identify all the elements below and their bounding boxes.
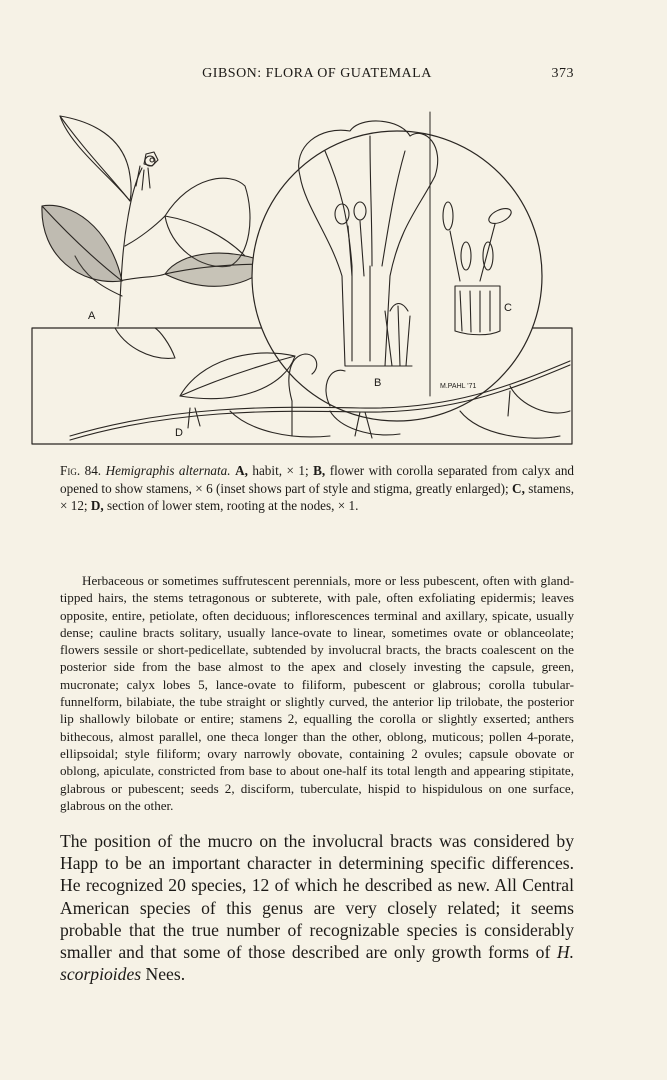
discussion-species: H. scorpioides: [60, 942, 574, 985]
panel-a-habit: [42, 116, 270, 326]
genus-description: Herbaceous or sometimes suffrutescent perennials, more or less pubescent, often with gland-tipped hairs, the stems tetragonous or subterete, with pale, often exfoliating epidermis; leaves opposite, entire, petiolate, often deciduous; inflorescences terminal and axillary, spicate, usually dense; cauline bracts solitary, usually lance-ovate to linear, sometimes ovate or oblanceolate; flowers sessile or short-pedicellate, subtended by involucral bracts, the bracts coalescent on the posterior side from the base almost to the apex and closely investing the capsule, green, mucronate; calyx lobes 5, lance-ovate to filiform, pubescent or glabrous; corolla tubular-funnelform, bilabiate, the tube straight or slightly curved, the anterior lip trilobate, the posterior lip shallowly bilobate or entire; stamens 2, equalling the corolla or slightly exserted; anthers bithecous, almost parallel, one theca longer than the other, oblong, muticous; pollen 4-porate, ellipsoidal; style filiform; ovary narrowly obovate, containing 2 ovules; capsule obovate or oblong, apiculate, constricted from base to about one-half its total length and appearing stipitate, glabrous or pubescent; seeds 2, disciform, tuberculate, hispid to hispidulous on one surface, glabrous on the other.: [60, 573, 574, 813]
caption-key-c: C,: [512, 480, 525, 496]
caption-key-d: D,: [90, 498, 104, 513]
discussion-text: The position of the mucro on the involucral bracts was considered by Happ to be an important character in determining specific differences. He recognized 20 species, 12 of which he described as new. All Central American species of this genus are very closely related; it seems probable that the true number of recognizable species is considerably smaller and that some of those described are only growth forms of: [60, 831, 574, 963]
figure-label: Fig. 84.: [60, 463, 102, 478]
caption-text-c: stamens, × 12;: [60, 480, 574, 513]
panel-label-c: C: [504, 302, 512, 314]
panel-b-flower: [252, 112, 542, 436]
running-title: GIBSON: FLORA OF GUATEMALA: [202, 66, 432, 81]
panel-label-d: D: [175, 427, 183, 439]
discussion-author: Nees.: [141, 964, 186, 985]
artist-signature: M.PAHL '71: [440, 383, 477, 390]
figure-species: Hemigraphis alternata.: [105, 463, 231, 478]
page-number: 373: [551, 66, 574, 81]
caption-key-b: B,: [313, 463, 326, 478]
botanical-illustration: [30, 106, 576, 448]
caption-key-a: A,: [235, 463, 248, 478]
caption-text-a: habit, × 1;: [247, 463, 314, 478]
panel-label-a: A: [88, 310, 96, 322]
discussion-paragraph: [60, 830, 574, 985]
caption-text-d: section of lower stem, rooting at the nodes, × 1.: [103, 498, 359, 513]
panel-label-b: B: [374, 377, 382, 389]
page-header: [60, 66, 574, 86]
figure-caption: [60, 462, 574, 515]
caption-text-b: flower with corolla separated from calyx and opened to show stamens, × 6 (inset shows part of style and stigma, greatly enlarged);: [60, 463, 575, 496]
